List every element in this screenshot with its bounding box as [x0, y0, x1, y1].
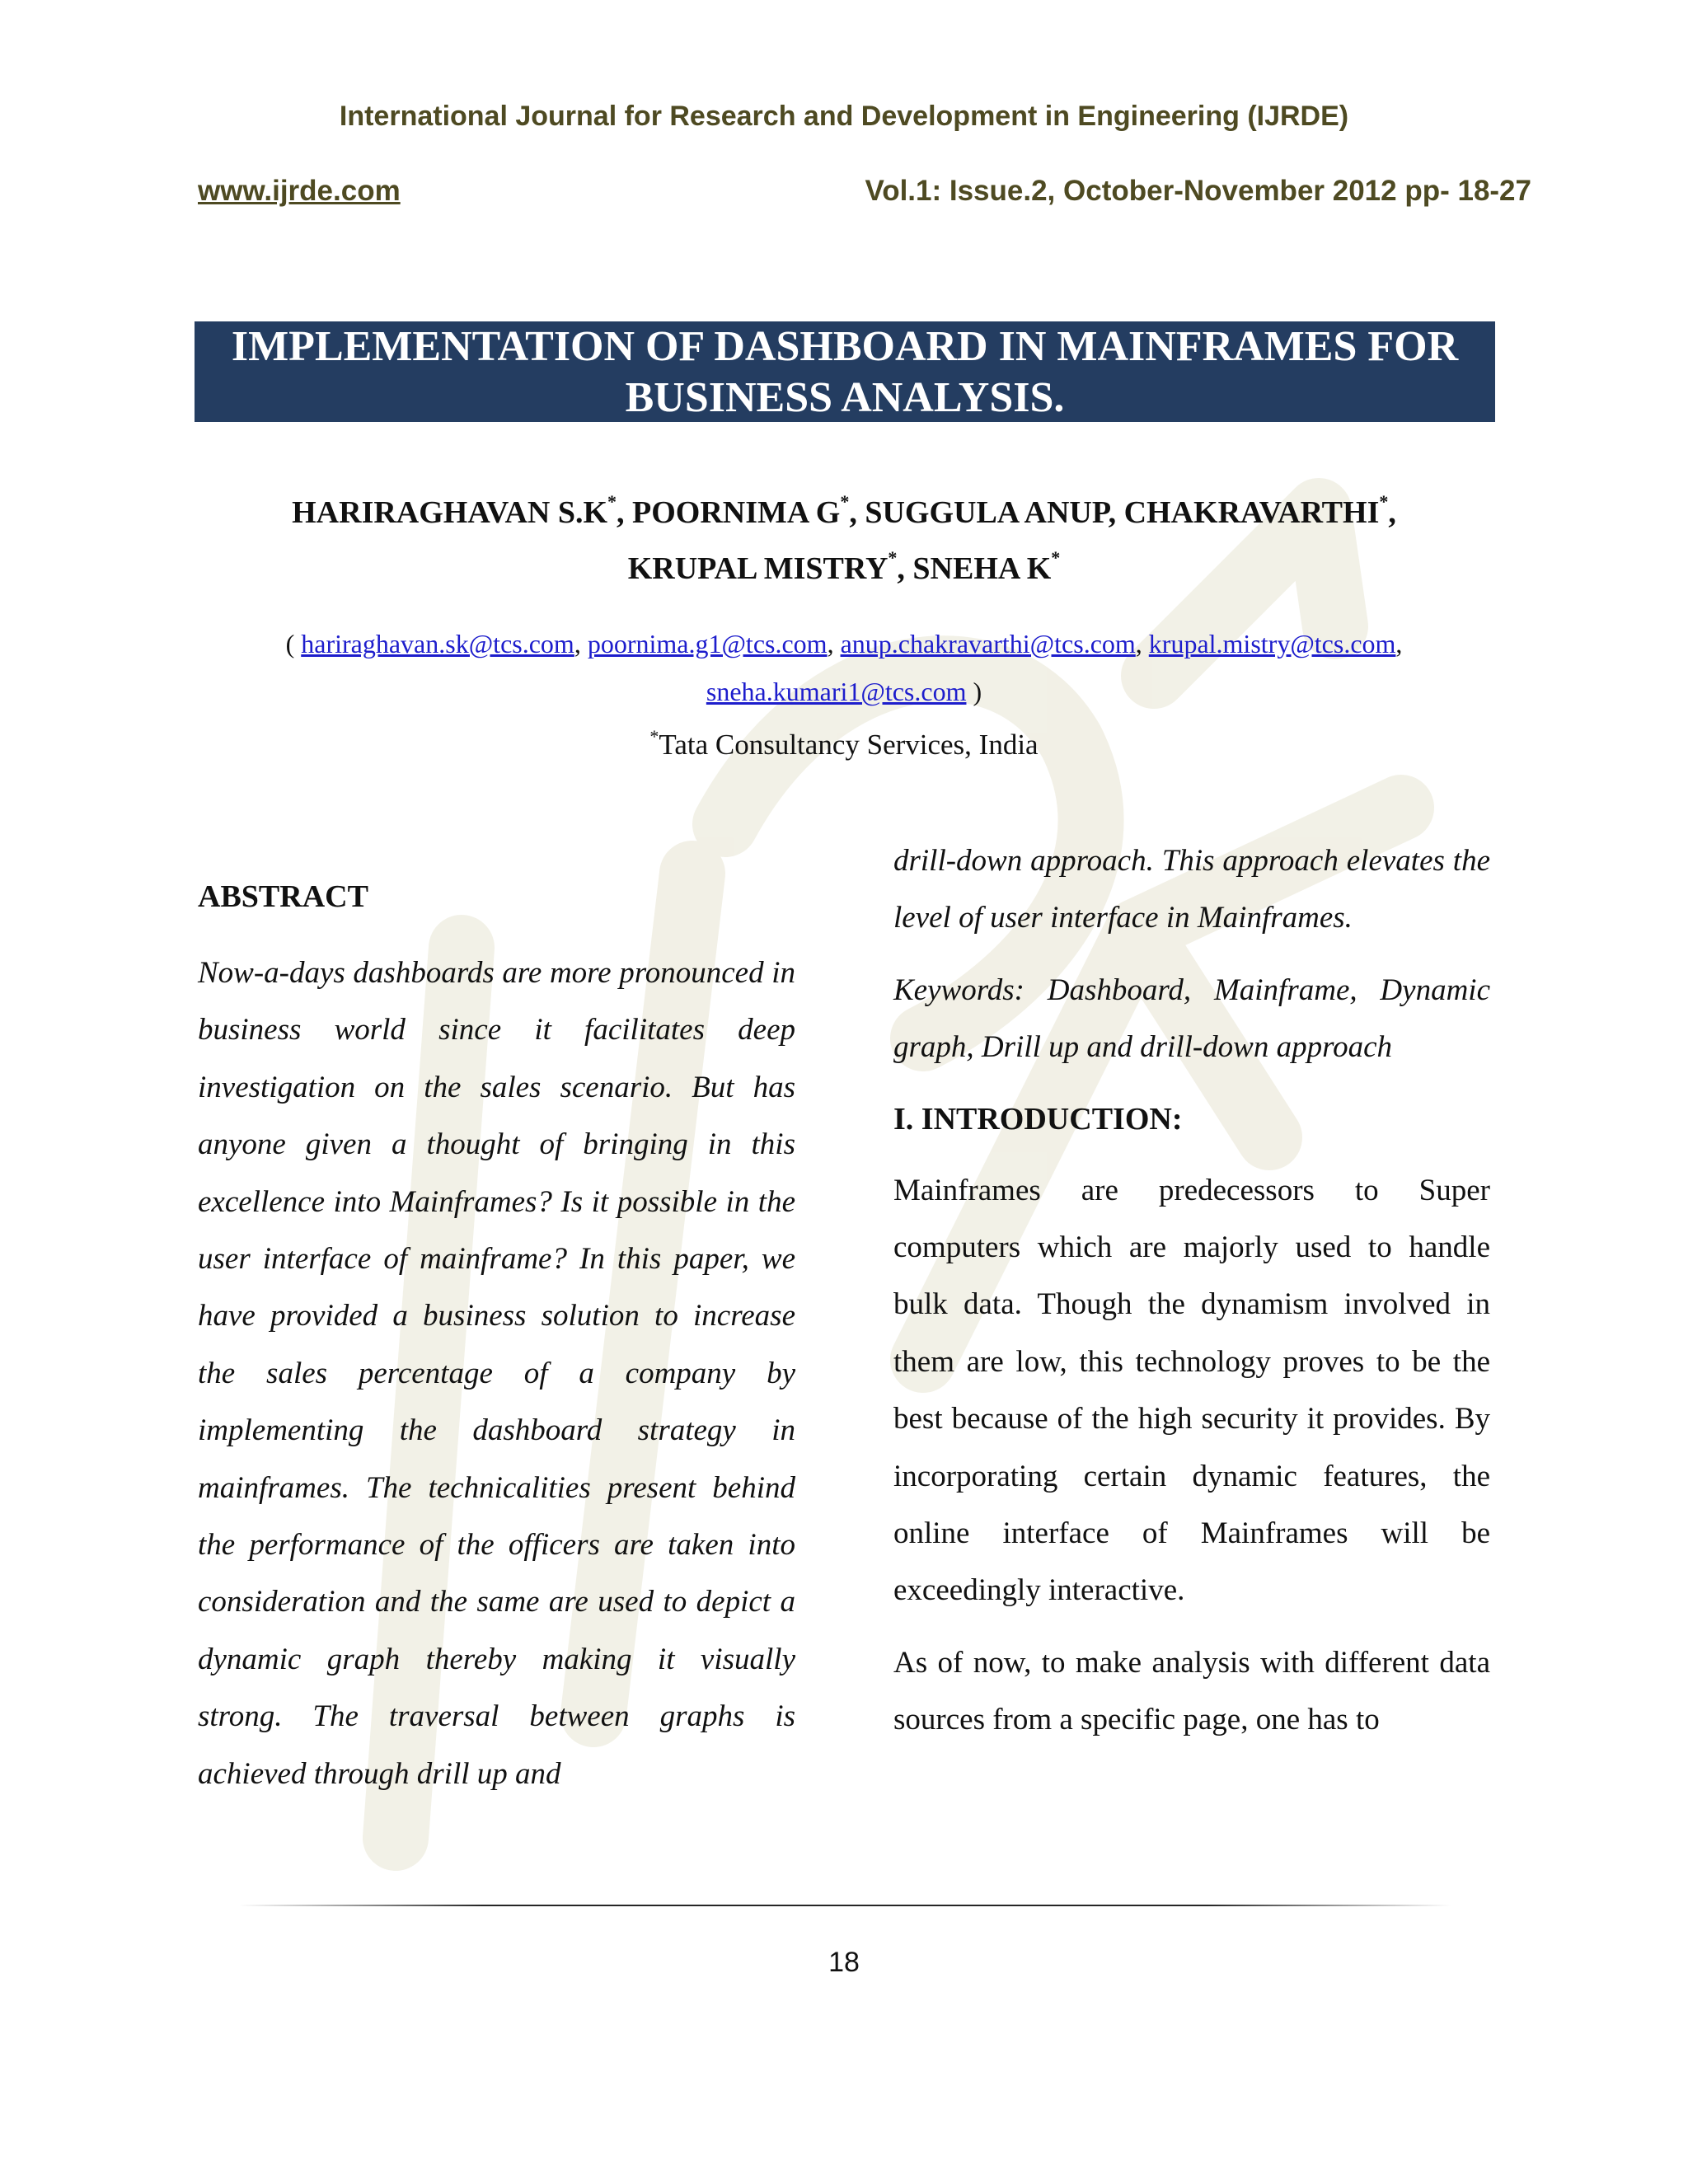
affiliation-mark: * — [649, 726, 659, 747]
author-mark: * — [1051, 547, 1061, 568]
left-column — [198, 872, 795, 1802]
author-name: SUGGULA ANUP, CHAKRAVARTHI — [865, 495, 1380, 530]
email-link[interactable]: hariraghavan.sk@tcs.com — [301, 629, 574, 658]
author-list: HARIRAGHAVAN S.K*, POORNIMA G*, SUGGULA ANUP, CHAKRAVARTHI*, KRUPAL MISTRY*, SNEHA K* — [292, 491, 1396, 586]
author-name: POORNIMA G — [632, 495, 841, 530]
footer-divider — [239, 1904, 1451, 1907]
affiliation — [0, 726, 1688, 762]
email-link[interactable]: poornima.g1@tcs.com — [587, 629, 828, 658]
journal-title: International Journal for Research and Development in Engineering (IJRDE) — [339, 101, 1349, 132]
email-link[interactable]: anup.chakravarthi@tcs.com — [840, 629, 1136, 658]
paper-title-line-1: IMPLEMENTATION OF DASHBOARD IN MAINFRAMES FOR — [231, 323, 1459, 370]
right-column — [893, 832, 1490, 1749]
email-link[interactable]: krupal.mistry@tcs.com — [1148, 629, 1396, 658]
abstract-heading: ABSTRACT — [198, 879, 368, 914]
abstract-continuation: drill-down approach. This approach elevates the level of user interface in Mainframes. — [893, 844, 1490, 935]
author-emails: ( hariraghavan.sk@tcs.com, poornima.g1@tcs.com, anup.chakravarthi@tcs.com, krupal.mistry@tcs.com, sneha.kumari1@tcs.com ) — [285, 629, 1403, 706]
author-mark: * — [1379, 491, 1389, 512]
journal-website-link[interactable]: www.ijrde.com — [198, 175, 401, 207]
paper-title — [195, 321, 1495, 422]
author-name: HARIRAGHAVAN S.K — [292, 495, 608, 530]
introduction-heading: I. INTRODUCTION: — [893, 1101, 1183, 1137]
affiliation-text: Tata Consultancy Services, India — [659, 729, 1039, 761]
abstract-body: Now-a-days dashboards are more pronounced in business world since it facilitates deep investigation on the sales scenario. But has anyone given a thought of bringing in this excellence into Mainframes? Is it possible in the user interface of mainframe? In this paper, we have provided a business solution to increase the sales percentage of a company by implementing the dashboard strategy in mainframes. The technicalities present behind the performance of the officers are taken into consideration and the same are used to depict a dynamic graph thereby making it visually strong. The traversal between graphs is achieved through drill up and — [198, 956, 795, 1791]
introduction-paragraph: As of now, to make analysis with different data sources from a specific page, one has to — [893, 1645, 1490, 1737]
email-link[interactable]: sneha.kumari1@tcs.com — [706, 677, 967, 706]
author-mark: * — [607, 491, 617, 512]
author-name: SNEHA K — [912, 551, 1052, 586]
volume-issue-info: Vol.1: Issue.2, October-November 2012 pp- 18-27 — [865, 175, 1531, 207]
keywords: Keywords: Dashboard, Mainframe, Dynamic graph, Drill up and drill-down approach — [893, 972, 1490, 1065]
author-mark: * — [888, 547, 898, 568]
page-number: 18 — [828, 1947, 860, 1978]
paper-title-line-2: BUSINESS ANALYSIS. — [625, 374, 1065, 421]
introduction-paragraph: Mainframes are predecessors to Super computers which are majorly used to handle bulk data. Though the dynamism involved in them are low, this technology proves to be the best because of the high security it provides. By incorporating certain dynamic features, the online interface of Mainframes will be exceedingly interactive. — [893, 1173, 1490, 1608]
author-mark: * — [840, 491, 850, 512]
author-name: KRUPAL MISTRY — [627, 551, 889, 586]
